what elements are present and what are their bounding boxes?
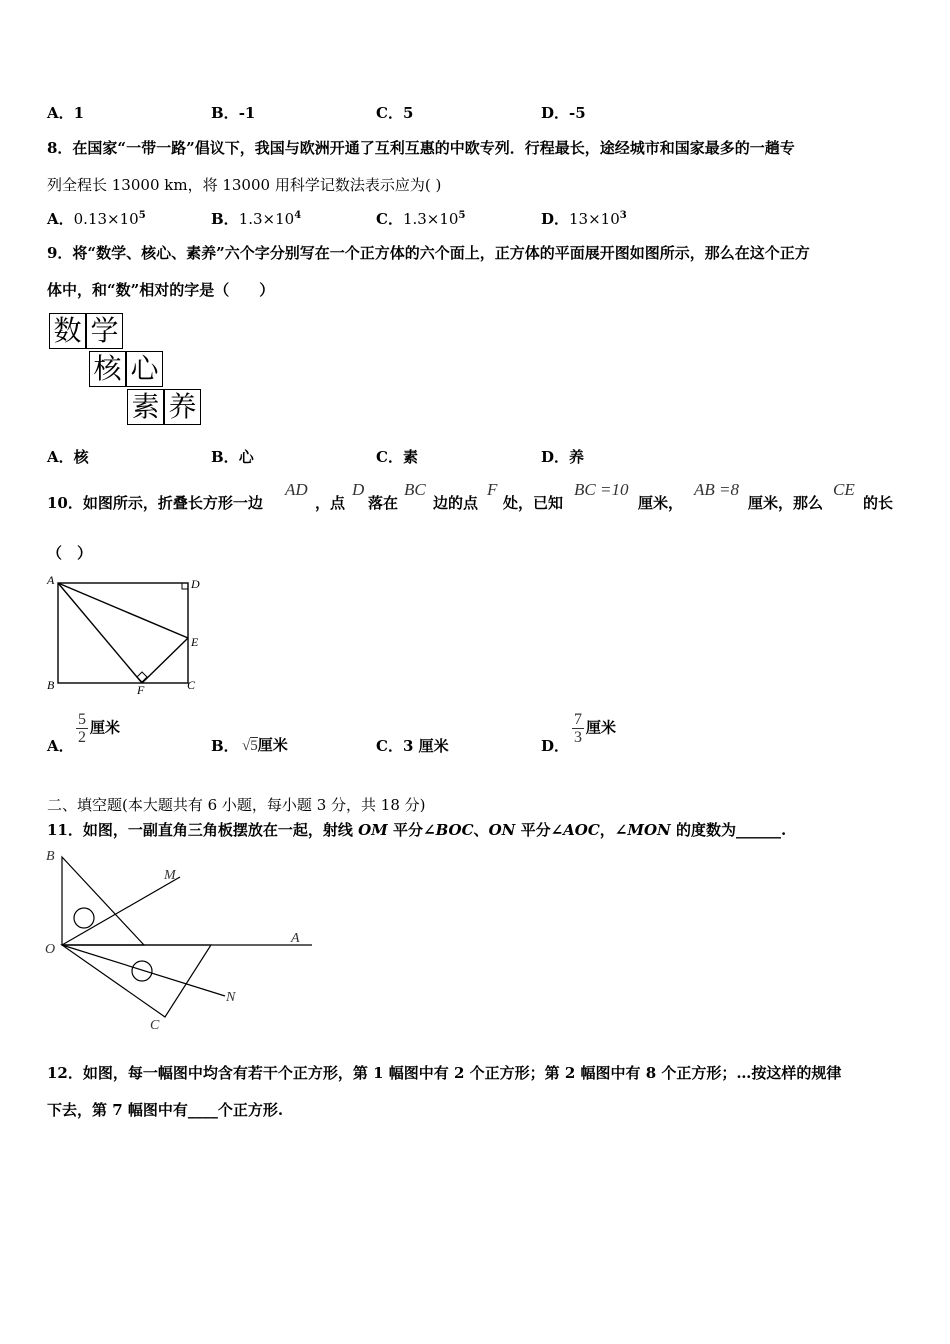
q8-text-line2: 列全程长 13000 km，将 13000 用科学记数法表示应为( )	[47, 176, 442, 194]
q10-option-c: C．3 厘米	[376, 737, 449, 755]
q7-option-c: C．5	[376, 104, 414, 122]
triangle-top-hole	[74, 908, 94, 928]
q10-option-d-value: $\frac{7}{3}$ 厘米	[574, 711, 617, 746]
label-b: B	[47, 678, 55, 692]
q8-option-d: D．$13\times 10^3$	[541, 210, 627, 228]
q9-text-line1: 9．将“数学、核心、素养”六个字分别写在一个正方体的六个面上，正方体的平面展开图如图所示，那么在这个正方	[47, 244, 810, 262]
segment-fe	[142, 638, 188, 683]
label-o: O	[45, 942, 56, 957]
right-angle-mark-d	[182, 583, 188, 589]
ray-om	[62, 877, 180, 945]
label-b: B	[46, 849, 55, 864]
q12-text-line1: 12．如图，每一幅图中均含有若干个正方形，第 1 幅图中有 2 个正方形；第 2 幅图中有 8 个正方形；…按这样的规律	[47, 1064, 842, 1082]
rectangle-abcd	[58, 583, 188, 683]
triangle-bottom	[62, 945, 211, 1017]
q12-text-line2: 下去，第 7 幅图中有____个正方形.	[47, 1101, 284, 1119]
q7-option-a: A．1	[47, 104, 85, 122]
q10-option-a-value: $\frac{5}{2}$ 厘米	[78, 711, 121, 746]
net-cell: 心	[126, 351, 163, 387]
label-e: E	[191, 635, 199, 649]
fold-rectangle-figure	[40, 572, 210, 698]
segment-ae	[58, 583, 188, 638]
net-cell: 数	[49, 313, 86, 349]
q8-text-line1: 8．在国家“一带一路”倡议下，我国与欧洲开通了互利互惠的中欧专列．行程最长，途经城市和国家最多的一趟专	[47, 139, 795, 157]
label-c: C	[150, 1018, 160, 1033]
triangle-top	[62, 857, 144, 945]
q10-option-b: B．	[211, 737, 239, 755]
triangle-set-figure	[40, 845, 320, 1035]
segment-af	[58, 583, 142, 683]
q8-option-c: C．$1.3\times 10^5$	[376, 210, 466, 228]
q9-option-d: D．养	[541, 448, 585, 466]
label-d: D	[191, 577, 200, 591]
net-cell: 核	[89, 351, 126, 387]
label-a: A	[47, 573, 55, 587]
q10-option-d: D．	[541, 737, 570, 755]
label-f: F	[137, 683, 145, 697]
ray-on	[62, 945, 225, 996]
q8-option-a: A．$0.13\times 10^5$	[47, 210, 146, 228]
q10-answer-paren: （ ）	[47, 544, 93, 562]
triangle-bottom-hole	[132, 961, 152, 981]
net-cell: 学	[86, 313, 123, 349]
q11-text: 11．如图，一副直角三角板摆放在一起，射线 OM 平分∠BOC、ON 平分∠AOC，∠MON 的度数为______.	[47, 821, 787, 839]
q7-option-b: B．-1	[211, 104, 256, 122]
label-a: A	[291, 931, 300, 946]
q10-option-a: A．	[47, 737, 74, 755]
q9-option-a: A．核	[47, 448, 89, 466]
label-n: N	[226, 990, 236, 1005]
label-m: M	[164, 868, 176, 883]
q8-option-b: B．$1.3\times 10^4$	[211, 210, 302, 228]
net-cell: 素	[127, 389, 164, 425]
q10-option-b-value: √5厘米	[242, 736, 288, 754]
q9-option-b: B．心	[211, 448, 254, 466]
net-cell: 养	[164, 389, 201, 425]
label-c: C	[187, 678, 196, 692]
q9-text-line2: 体中，和“数”相对的字是（ ）	[47, 281, 275, 299]
q7-option-d: D．-5	[541, 104, 586, 122]
q9-option-c: C．素	[376, 448, 418, 466]
section-title: 二、填空题(本大题共有 6 小题，每小题 3 分，共 18 分)	[47, 796, 426, 814]
